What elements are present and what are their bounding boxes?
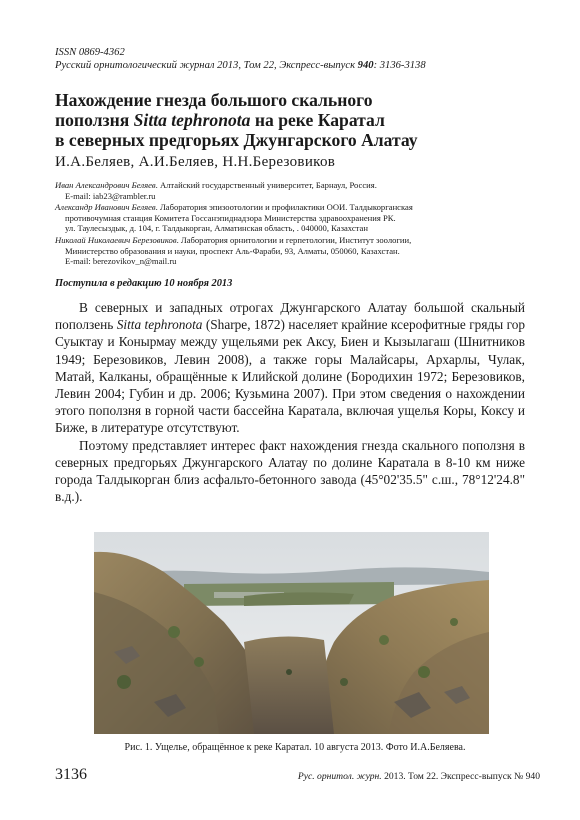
paragraph-1-species: Sitta tephronota [116,317,203,333]
title-line-2-pre: поползня [55,110,134,130]
gorge-landscape-photo [94,532,489,734]
page-number: 3136 [55,766,87,783]
affiliation-1-head [55,180,535,191]
authors: И.А.Беляев, А.И.Беляев, Н.Н.Березовиков [55,154,336,170]
affiliation-1-email: E-mail: iab23@rambler.ru [65,190,156,201]
footer-journal-abbr: Рус. орнитол. журн. [297,771,382,782]
article-title [55,90,535,150]
footer-citation [298,771,540,782]
affiliation-1-text: . Алтайский государственный университет, Барнаул, Россия. [155,180,377,190]
affiliation-2-line-1: противочумная станция Комитета Госсанэпиднадзора Министерства здравоохранения РК. [65,212,396,223]
journal-prefix: Русский орнитологический журнал 2013, Том 22, Экспресс-выпуск [55,60,358,71]
title-line-1: Нахождение гнезда большого скального [55,90,373,110]
affiliation-1 [55,180,535,201]
footer-issue: 2013. Том 22. Экспресс-выпуск № 940 [381,771,540,782]
affiliation-3-text: . Лаборатория орнитологии и герпетологии, Институт зоологии, [176,234,412,245]
title-line-3: в северных предгорьях Джунгарского Алатау [55,130,418,150]
figure-caption: Рис. 1. Ущелье, обращённое к реке Каратал. 10 августа 2013. Фото И.А.Беляева. [124,742,466,753]
title-species: Sitta tephronota [133,110,251,130]
paragraph-1-b: (Sharpe, 1872) населяет крайние ксерофитные гряды гор Суыктау и Конырмау между ущельями рек Аксу, Биен и Кызылагаш (Шнитников 1949; Березовиков, Левин 2008), а также горы Малайсары, Архарлы, Чулак, Матай, Калканы, обращённые к Илийской долине (Бородихин 1972; Березовиков, Левин 2004; Губин и др. 2006; Кузьмина 2007). При этом сведения о нахождении этого поползня в горной части бассейна Каратала, включая ущелья Коры, Коксу и Биже, в литературе отсутствуют. [55,317,525,436]
affiliation-3-line-1: Министерство образования и науки, проспект Аль-Фараби, 93, Алматы, 050060, Казахстан. [65,245,400,256]
journal-citation [55,59,535,72]
paragraph-2: Поэтому представляет интерес факт нахождения гнезда скального поползня в северных предгорьях Джунгарского Алатау по долине Каратала в 8-10 км ниже города Талдыкорган близ асфальто-бетонного завода (45°02'35.5" с.ш., 78°12'24.8" в.д.). [55,437,525,505]
affiliation-1-name: Иван Александрович Беляев [55,180,156,190]
issue-number: 940 [357,60,374,71]
affiliation-3-head [55,235,535,246]
affiliation-2-head [55,202,535,213]
affiliation-2-line-2: ул. Таулесыздык, д. 104, г. Талдыкорган, Алматинская область, . 040000, Казахстан [65,223,368,234]
affiliation-2-text: . Лаборатория эпизоотологии и профилактики ООИ. Талдыкорганская [155,202,413,213]
affiliation-3-email: E-mail: berezovikov_n@mail.ru [65,256,177,267]
paragraph-1 [55,299,525,437]
issn: ISSN 0869-4362 [55,47,125,58]
journal-header [55,46,535,72]
affiliation-3-name: Николай Николаевич Березовиков [55,234,177,245]
affiliation-2 [55,202,535,234]
affiliations [55,180,535,268]
article-body [55,299,525,505]
title-line-2-post: на реке Каратал [250,110,385,130]
page-range: : 3136-3138 [373,60,426,71]
affiliation-2-name: Александр Иванович Беляев [55,202,156,213]
received-date: Поступила в редакцию 10 ноября 2013 [55,278,233,289]
paragraph-1-a: В северных и западных отрогах Джунгарского Алатау большой скальный поползень [55,300,525,333]
affiliation-3 [55,235,535,267]
title-line-2 [55,110,535,130]
figure-photo [94,532,489,734]
